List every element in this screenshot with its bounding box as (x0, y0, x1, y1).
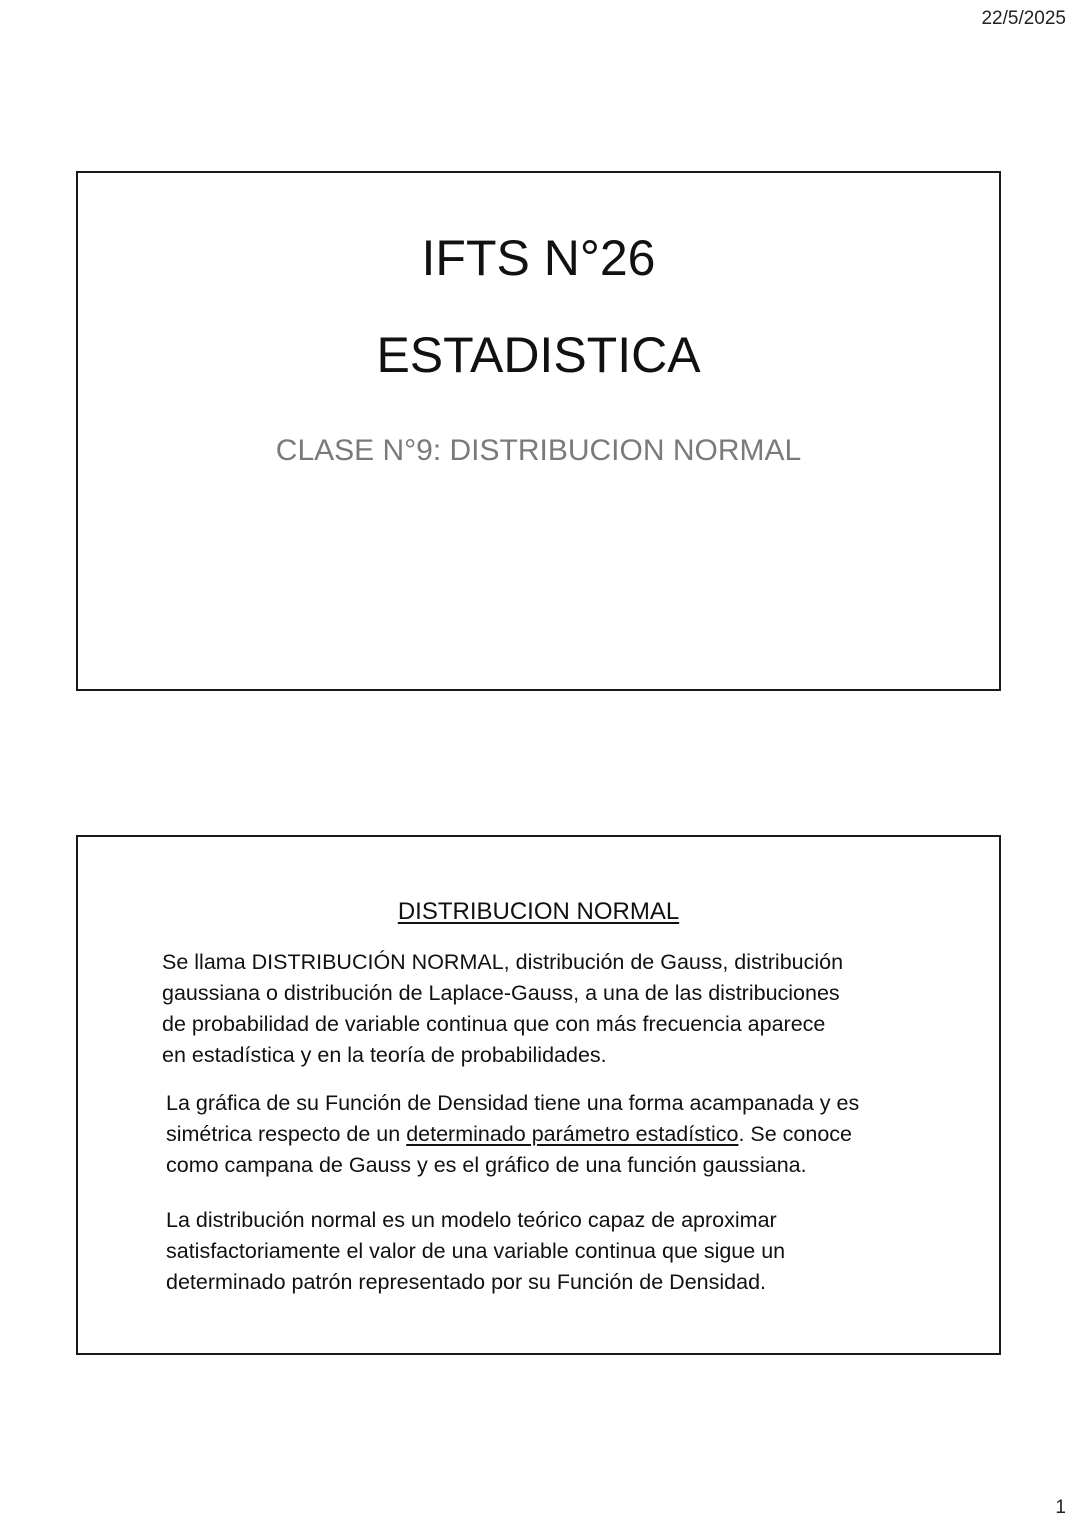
print-date: 22/5/2025 (981, 8, 1066, 29)
statistical-parameter-link[interactable]: determinado parámetro estadístico (406, 1122, 739, 1146)
page-number: 1 (1055, 1497, 1066, 1518)
paragraph-density: La gráfica de su Función de Densidad tiene una forma acampanada y es simétrica respecto de un determinado parámetro estadístico. Se conoce como campana de Gauss y es el gráfico de una función gaussiana. (166, 1091, 860, 1177)
institution-title: IFTS N°26 (421, 230, 656, 286)
slide-content (76, 835, 1001, 1355)
paragraph-model: La distribución normal es un modelo teórico capaz de aproximar satisfactoriamente el valor de una variable continua que sigue un determinado patrón representado por su Función de Densidad. (166, 1208, 786, 1294)
course-title: ESTADISTICA (376, 327, 701, 383)
paragraph-definition: Se llama DISTRIBUCIÓN NORMAL, distribución de Gauss, distribución gaussiana o distribución de Laplace-Gauss, a una de las distribuciones de probabilidad de variable continua que con más frecuencia aparece en estadística y en la teoría de probabilidades. (162, 950, 844, 1067)
slide-title (76, 171, 1001, 691)
section-heading: DISTRIBUCION NORMAL (397, 898, 680, 925)
class-subtitle: CLASE N°9: DISTRIBUCION NORMAL (275, 434, 802, 467)
